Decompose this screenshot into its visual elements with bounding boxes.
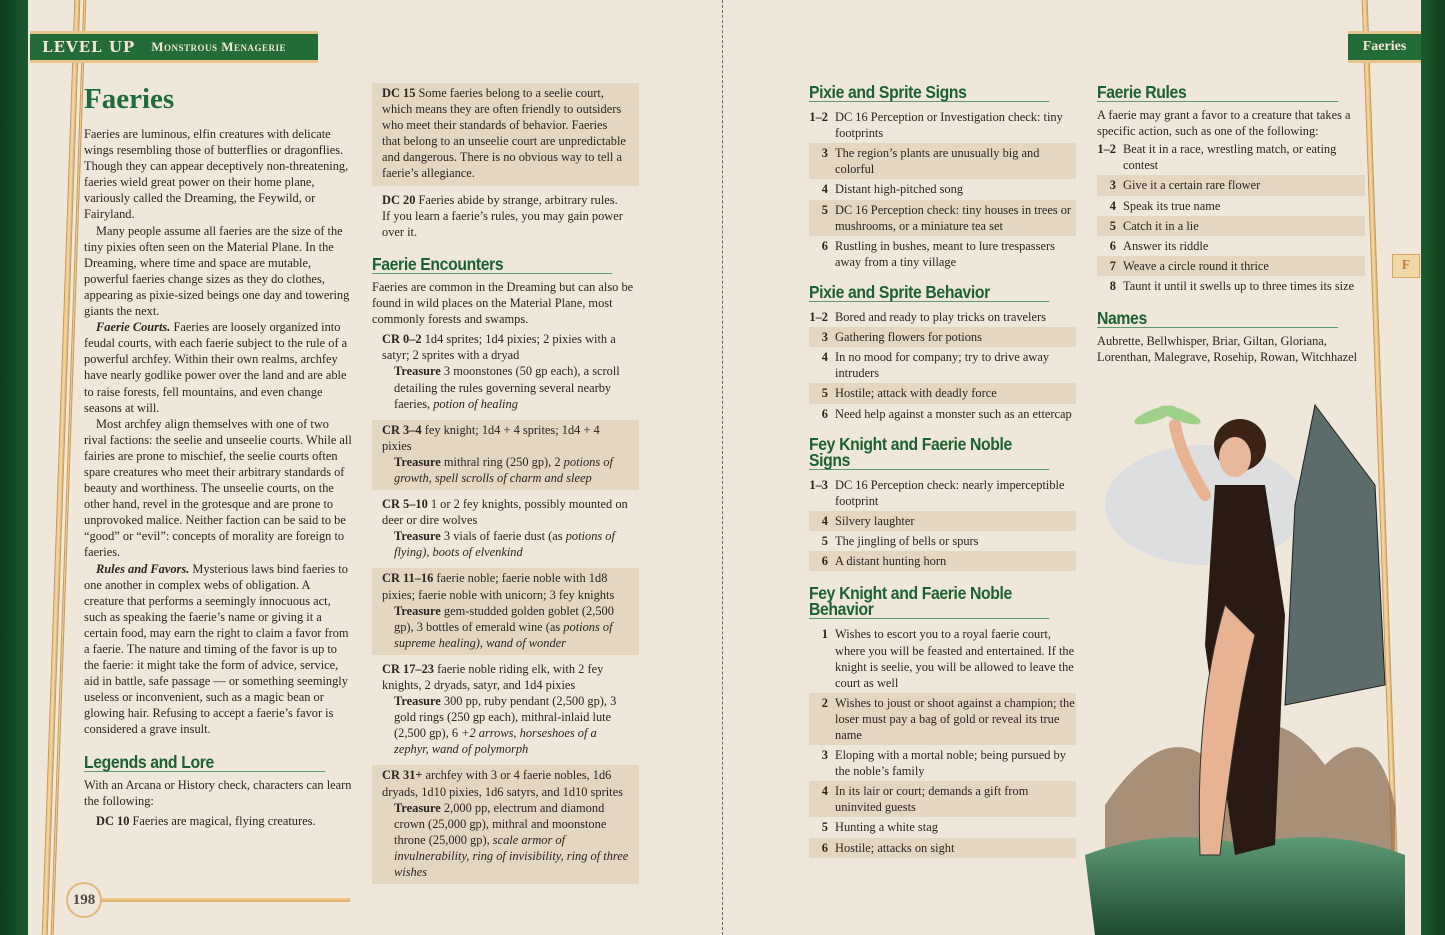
table-row: 3 The region’s plants are unusually big and colorful: [809, 143, 1076, 179]
faerie-courts-paragraph: Faerie Courts. Faeries are loosely organized into feudal courts, with each faerie subject to the rule of a powerful archfey. Within their own realms, archfey have nearly godlike power over the land and are able to raise forests, fell mountains, and even change seasons at will.: [84, 320, 348, 415]
table-row: 5 DC 16 Perception check: tiny houses in trees or mushrooms, or a miniature tea set: [809, 200, 1076, 236]
table-row: 2 Wishes to joust or shoot against a champion; the loser must pay a bag of gold or reveal its true name: [809, 693, 1076, 745]
table-row: 6 A distant hunting horn: [809, 551, 1076, 571]
table-row: 3 Eloping with a mortal noble; being pursued by the noble’s family: [821, 748, 1066, 779]
intro-paragraph-2: Many people assume all faeries are the size of the tiny pixies often seen on the Material Plane. In the Dreaming, where time and space are mutable, powerful faeries change sizes as they do clothes, appearing as pixie-sized beings one day and towering giants the next.: [84, 223, 350, 319]
page-gutter: [722, 0, 723, 935]
right-column-1: [809, 84, 1076, 858]
table-row: 5 Catch it in a lie: [1097, 216, 1365, 236]
pixie-behavior-heading: Pixie and Sprite Behavior: [809, 284, 1049, 302]
fey-knight-behavior-table: [809, 624, 1076, 857]
encounter-cr-5-10: CR 5–10 1 or 2 fey knights, possibly mounted on deer or dire wolves Treasure 3 vials of faerie dust (as potions of flying), boots of elvenkind: [382, 497, 628, 560]
chapter-header: [1348, 31, 1421, 63]
running-header: [30, 31, 318, 63]
table-row: 1–2 Bored and ready to play tricks on travelers: [809, 310, 1046, 325]
left-bottom-rule: [100, 898, 350, 902]
right-book-edge: [1421, 0, 1445, 935]
table-row: 5 Hostile; attack with deadly force: [809, 383, 1076, 403]
table-row: 4 Silvery laughter: [809, 511, 1076, 531]
table-row: 8 Taunt it until it swells up to three times its size: [1109, 278, 1355, 293]
legends-heading: Legends and Lore: [84, 754, 325, 772]
left-column-2: [372, 81, 639, 888]
dc20-entry: DC 20 Faeries abide by strange, arbitrary rules. If you learn a faerie’s rules, you may gain power over it.: [382, 192, 623, 239]
factions-paragraph: Most archfey align themselves with one of two rival factions: the seelie and unseelie courts. While all fairies are prone to mischief, the seelie courts often spare creatures who meet their arbitrary standards of beauty and worthiness. The unseelie courts, on the other hand, revel in the grotesque and are prone to unprovoked malice. Neither faction can be said to be “good” or “evil”: concepts of morality are foreign to faeries.: [84, 416, 352, 560]
encounter-cr-0-2: CR 0–2 1d4 sprites; 1d4 pixies; 2 pixies with a satyr; 2 sprites with a dryad Treasure 3 moonstones (50 gp each), a scroll detailing the rules governing several nearby faeries, potion of healing: [382, 332, 620, 411]
table-row: 4 Distant high-pitched song: [821, 182, 964, 197]
table-row: 7 Weave a circle round it thrice: [1097, 256, 1365, 276]
encounter-cr-3-4: CR 3–4 fey knight; 1d4 + 4 sprites; 1d4 + 4 pixies Treasure mithral ring (250 gp), 2 potions of growth, spell scrolls of charm and sleep: [372, 420, 639, 490]
table-row: 5 Hunting a white stag: [821, 820, 938, 835]
names-list: Aubrette, Bellwhisper, Briar, Giltan, Gloriana, Lorenthan, Malegrave, Rosehip, Rowan, Witchhazel: [1097, 334, 1358, 365]
pixie-behavior-table: [809, 307, 1076, 424]
table-row: 6 Answer its riddle: [1109, 238, 1209, 253]
table-row: 1–3 DC 16 Perception check: nearly imperceptible footprint: [809, 477, 1065, 508]
brand-logo: LEVEL UP: [42, 38, 136, 56]
dc10-entry: DC 10 Faeries are magical, flying creatures.: [96, 813, 316, 828]
table-row: 4 In its lair or court; demands a gift from uninvited guests: [809, 781, 1076, 817]
page-number-left: 198: [66, 882, 102, 918]
faerie-rules-table: [1097, 139, 1365, 296]
faerie-illustration: [1085, 385, 1415, 935]
table-row: 5 The jingling of bells or spurs: [821, 534, 979, 549]
fey-knight-signs-heading: Fey Knight and Faerie Noble Signs: [809, 436, 1049, 470]
rules-favors-paragraph: Rules and Favors. Mysterious laws bind faeries to one another in complex webs of obligation. A creature that performs a seemingly innocuous act, such as speaking the faerie’s name or giving it a certain food, may earn the right to claim a favor from a faerie. The nature and timing of the favor is up to the faerie: it might take the form of advice, service, aid in battle, safe passage — or something seemingly useless or inconvenient, such as a magic bean or glowing hair. Refusing to accept a faerie’s favor is considered a grave insult.: [84, 561, 349, 737]
fey-knight-signs-table: [809, 475, 1076, 571]
table-row: 6 Rustling in bushes, meant to lure trespassers away from a tiny village: [821, 238, 1055, 269]
fey-knight-behavior-heading: Fey Knight and Faerie Noble Behavior: [809, 585, 1049, 619]
encounter-cr-11-16: CR 11–16 faerie noble; faerie noble with 1d8 pixies; faerie noble with unicorn; 3 fey knights Treasure gem-studded golden goblet (2,500 gp), 3 bottles of emerald wine (as potions of supreme healing), wand of wonder: [372, 568, 639, 654]
left-book-edge: [0, 0, 30, 935]
encounter-cr-31-plus: CR 31+ archfey with 3 or 4 faerie nobles, 1d6 dryads, 1d10 pixies, 1d6 satyrs, and 1d10 sprites Treasure 2,000 pp, electrum and diamond crown (25,000 gp), mithral and moonstone throne (25,000 gp), scale armor of invulnerability, ring of invisibility, ring of three wishes: [372, 765, 639, 884]
table-row: 6 Hostile; attacks on sight: [809, 838, 1076, 858]
table-row: 3 Give it a certain rare flower: [1097, 175, 1365, 195]
names-heading: Names: [1097, 310, 1338, 328]
book-title: Monstrous Menagerie: [151, 39, 287, 54]
left-column-1: [84, 82, 352, 829]
encounter-cr-17-23: CR 17–23 faerie noble riding elk, with 2 fey knights, 2 dryads, satyr, and 1d4 pixies Treasure 300 pp, ruby pendant (2,500 gp), 3 gold rings (250 gp each), mithral-inlaid lute (2,500 gp), 6 +2 arrows, horseshoes of a zephyr, wand of polymorph: [382, 661, 617, 757]
faerie-rules-heading: Faerie Rules: [1097, 84, 1338, 102]
table-row: 1–2 Beat it in a race, wrestling match, or eating contest: [1097, 142, 1337, 173]
legends-intro: With an Arcana or History check, characters can learn the following:: [84, 777, 352, 808]
table-row: 6 Need help against a monster such as an ettercap: [821, 406, 1072, 421]
page-title: Faeries: [84, 83, 175, 115]
encounters-heading: Faerie Encounters: [372, 256, 612, 274]
dc15-entry: DC 15 Some faeries belong to a seelie court, which means they are often friendly to outsiders who meet their standards of behavior. Faeries that belong to an unseelie court are unpredictable and dangerous. There is no obvious way to tell a faerie’s allegiance.: [372, 83, 639, 186]
table-row: 3 Gathering flowers for potions: [809, 327, 1076, 347]
faerie-rules-intro: A faerie may grant a favor to a creature that takes a specific action, such as one of the following:: [1097, 108, 1351, 139]
right-column-2: [1097, 84, 1365, 365]
table-row: 1–2 DC 16 Perception or Investigation check: tiny footprints: [809, 110, 1063, 141]
pixie-signs-heading: Pixie and Sprite Signs: [809, 84, 1049, 102]
intro-paragraph-1: Faeries are luminous, elfin creatures with delicate wings resembling those of butterflies or dragonflies. Though they can appear deceptively non-threatening, faeries wield great power on their home plane, variously called the Dreaming, the Feywild, or Fairyland.: [84, 127, 349, 222]
chapter-title: Faeries: [1362, 39, 1407, 54]
table-row: 4 In no mood for company; try to drive away intruders: [821, 350, 1050, 381]
pixie-signs-table: [809, 107, 1076, 272]
table-row: 4 Speak its true name: [1109, 198, 1221, 213]
thumb-index-tab[interactable]: F: [1392, 254, 1420, 278]
table-row: 1 Wishes to escort you to a royal faerie court, where you will be feasted and entertained. If the knight is seelie, you will be allowed to leave the court as well: [821, 627, 1075, 690]
encounters-intro: Faeries are common in the Dreaming but can also be found in wild places on the Material Plane, most commonly forests and swamps.: [372, 279, 634, 327]
